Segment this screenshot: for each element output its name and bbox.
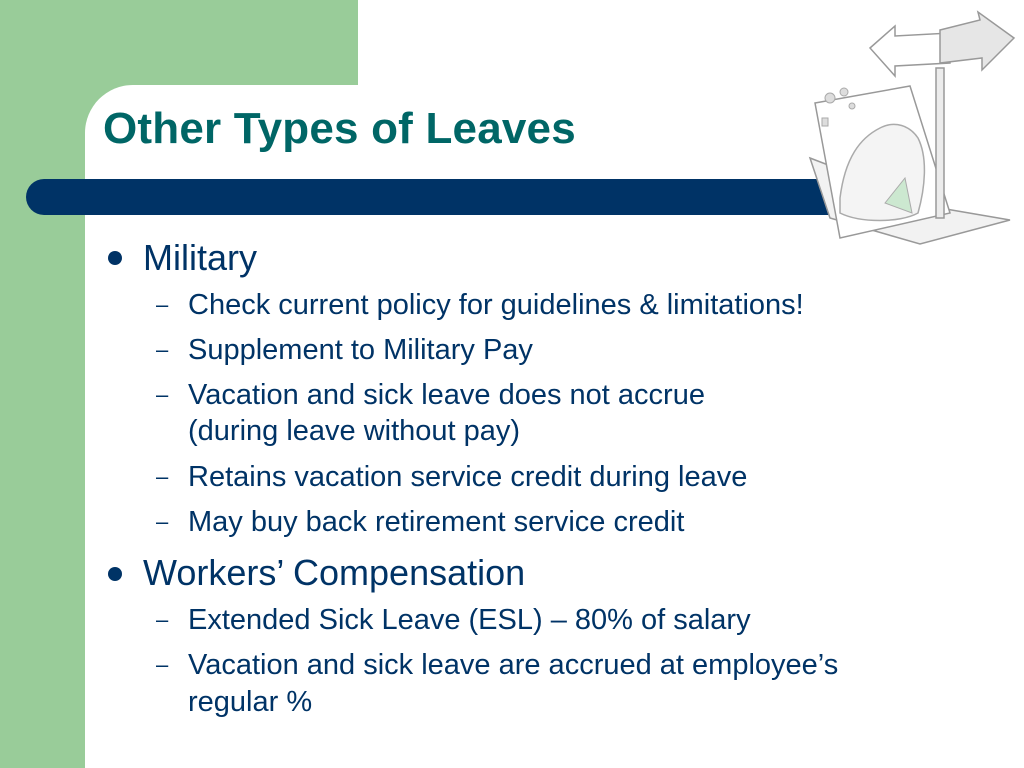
dash-marker: – (156, 607, 169, 632)
dash-marker: – (156, 652, 169, 677)
subitem-continuation: (during leave without pay) (188, 415, 521, 447)
bullet-military: Military (143, 237, 257, 278)
subitem: Vacation and sick leave does not accrue (188, 379, 705, 411)
dash-marker: – (156, 337, 169, 362)
subitem: May buy back retirement service credit (188, 506, 685, 538)
dash-marker: – (156, 509, 169, 534)
bullet-workers-compensation: Workers’ Compensation (143, 552, 526, 593)
dash-marker: – (156, 464, 169, 489)
subitem: Extended Sick Leave (ESL) – 80% of salary (188, 604, 751, 636)
slide-title: Other Types of Leaves (103, 104, 576, 153)
subitem: Retains vacation service credit during leave (188, 461, 748, 493)
subitem: Vacation and sick leave are accrued at employee’s (188, 649, 839, 681)
bullet-dot (108, 567, 122, 581)
subitem-continuation: regular % (188, 686, 313, 718)
subitem: Check current policy for guidelines & limitations! (188, 289, 804, 321)
dash-marker: – (156, 382, 169, 407)
subitem: Supplement to Military Pay (188, 334, 533, 366)
bullet-dot (108, 251, 122, 265)
dash-marker: – (156, 292, 169, 317)
